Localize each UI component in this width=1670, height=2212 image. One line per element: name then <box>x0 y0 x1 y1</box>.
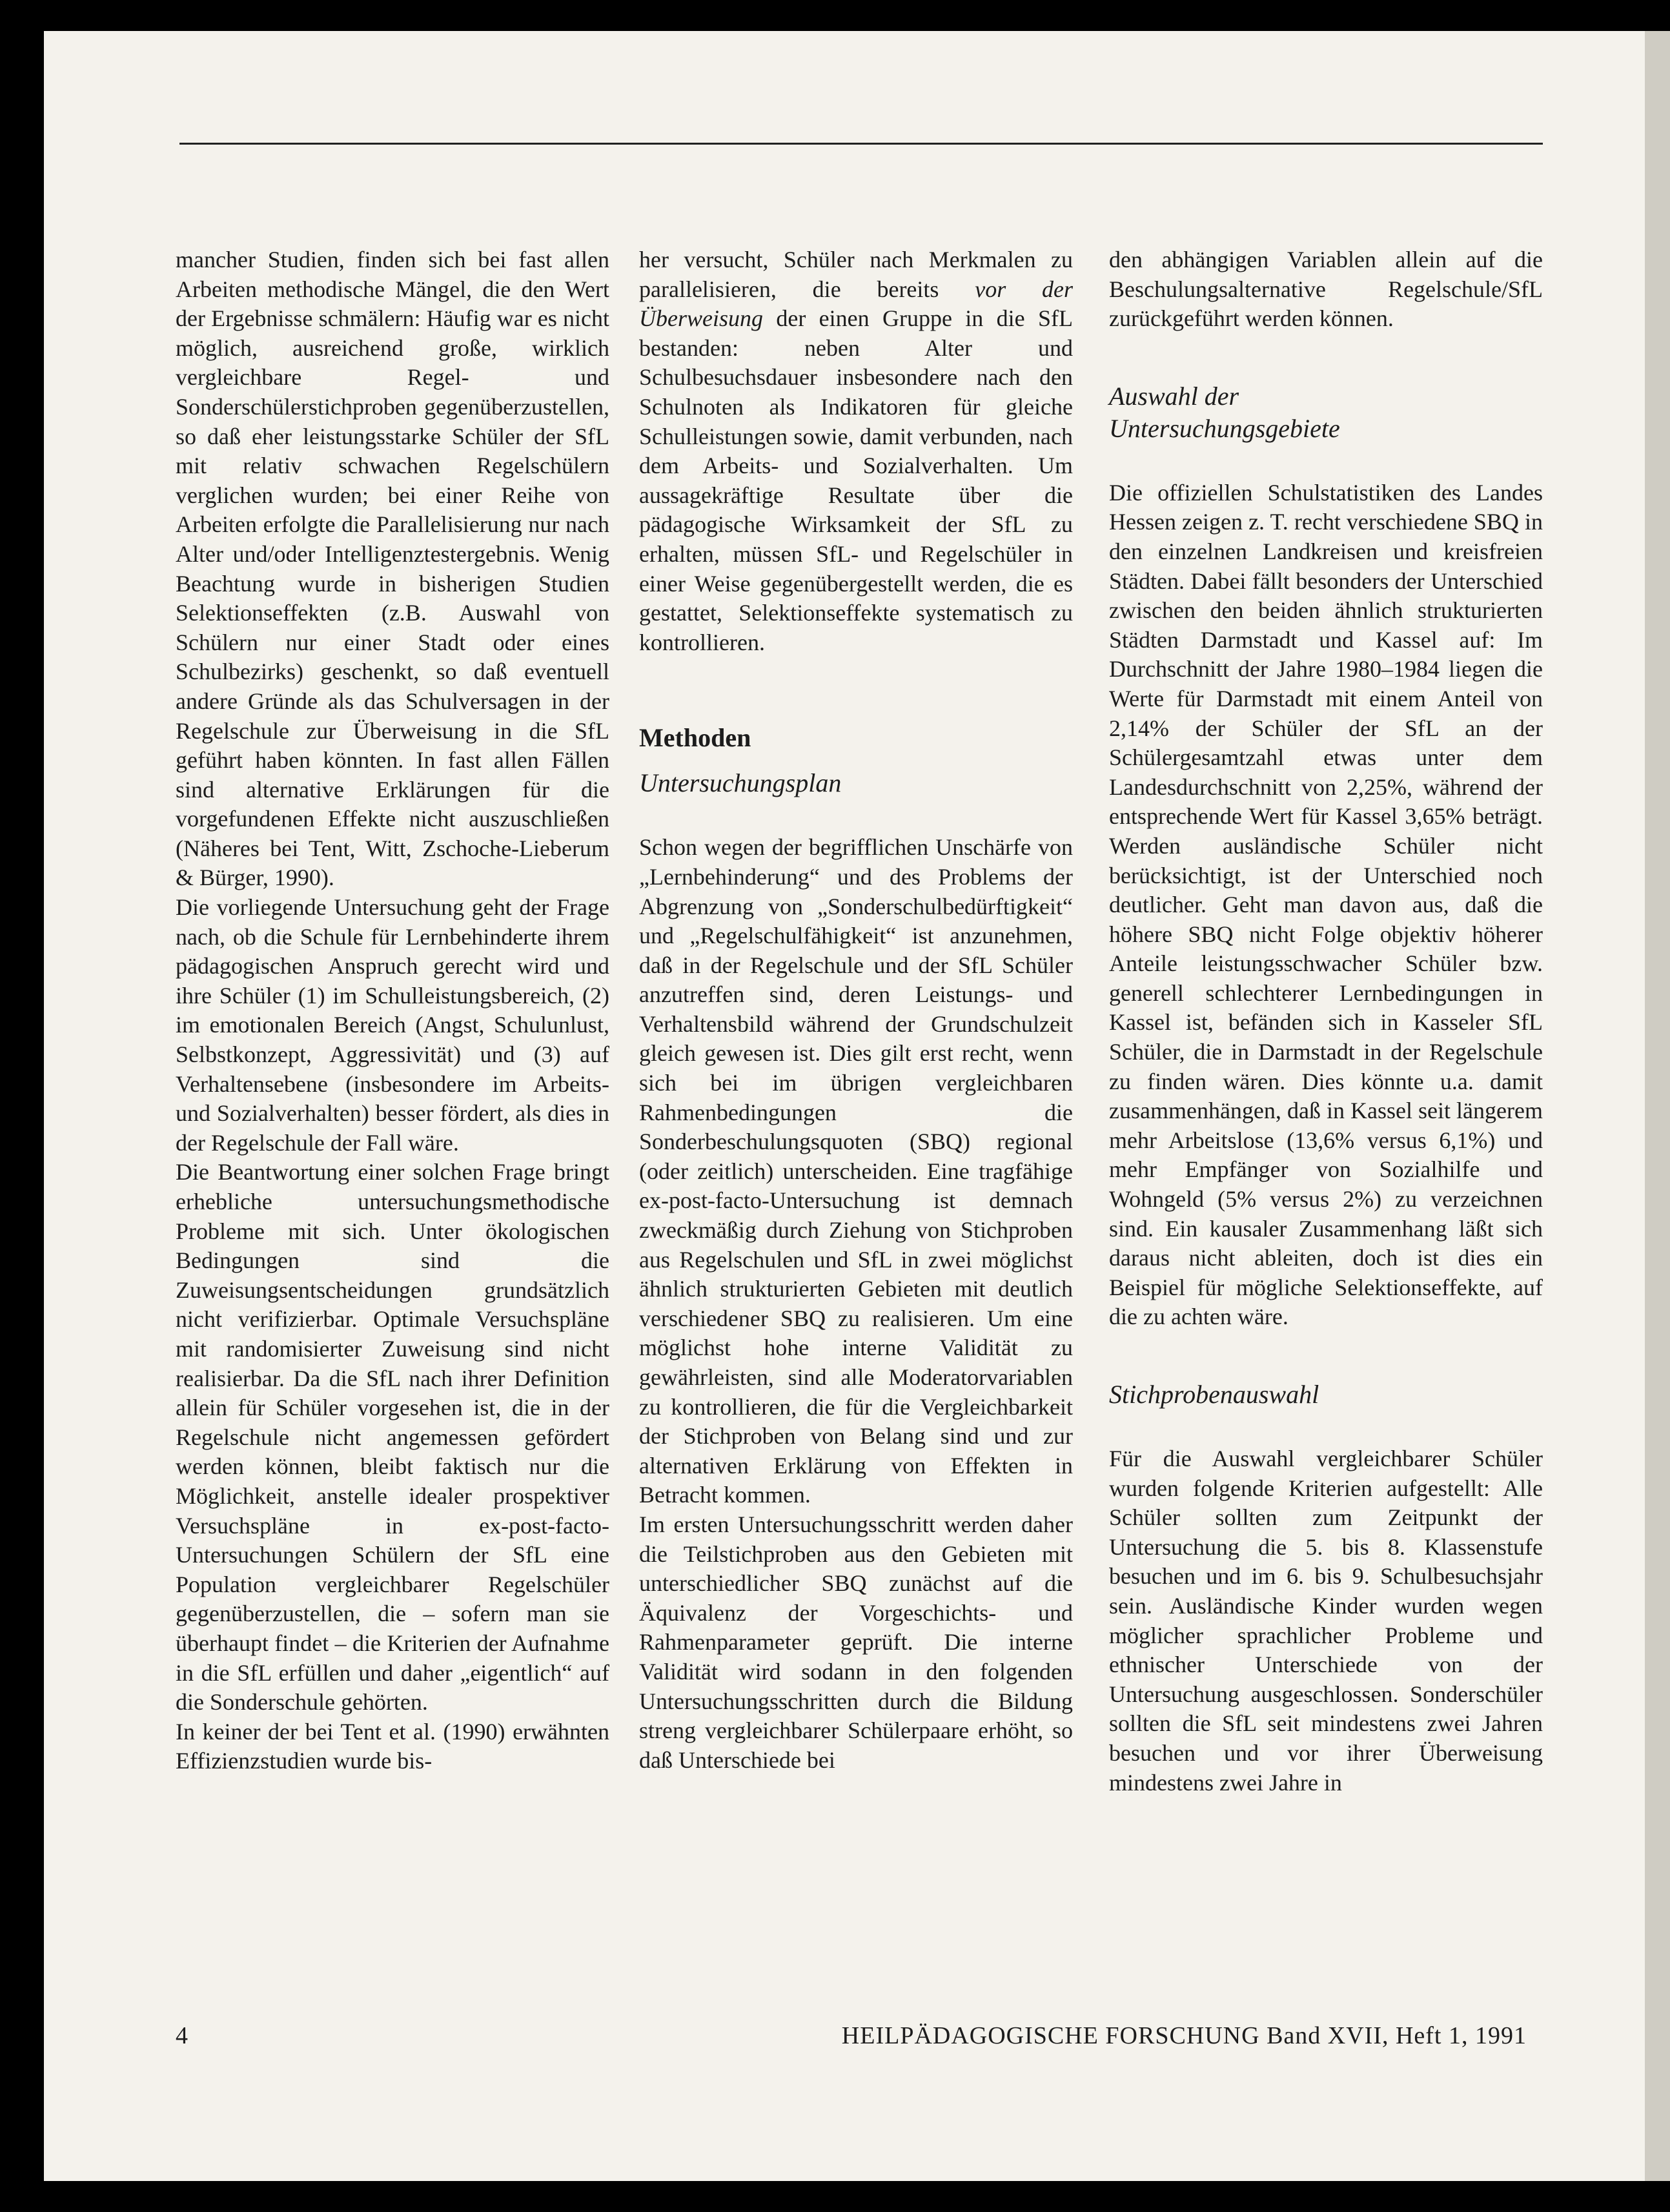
subheading-stichprobenauswahl: Stichprobenauswahl <box>1109 1380 1319 1409</box>
paragraph <box>639 245 1073 657</box>
paragraph: Die vorliegende Untersuchung geht der Frage nach, ob die Schule für Lernbehinderte ihrem pädagogischen Anspruch gerecht wird und ihre Schüler (1) im Schulleistungsbereich, (2) im emotionalen Bereich (Angst, Schulunlust, Selbstkonzept, Aggressivität) und (3) auf Verhaltensebene (insbesondere im Arbeits- und Sozialverhalten) besser fördert, als dies in der Regelschule der Fall wäre. <box>176 894 609 1156</box>
emphasis: vor der Überweisung <box>639 276 1073 332</box>
paragraph: den abhängigen Variablen allein auf die Beschulungsalternative Regelschule/SfL zurückgeführt werden können. <box>1109 247 1543 332</box>
journal-footer: HEILPÄDAGOGISCHE FORSCHUNG Band XVII, Heft 1, 1991 <box>841 2022 1527 2049</box>
paragraph: Für die Auswahl vergleichbarer Schüler wurden folgende Kriterien aufgestellt: Alle Schüler sollten zum Zeitpunkt der Untersuchung die 5. bis 8. Klassenstufe besuchen und im 6. bis 9. Schulbesuchsjahr sein. Ausländische Kinder wurden wegen möglicher sprachlicher Probleme und ethnischer Unterschiede von der Untersuchung ausgeschlossen. Sonderschüler sollten die SfL seit mindestens zwei Jahren besuchen und vor ihrer Überweisung mindestens zwei Jahre in <box>1109 1446 1543 1796</box>
text-run: der einen Gruppe in die SfL bestanden: neben Alter und Schulbesuchsdauer insbesondere nach den Schulnoten als Indikatoren für gleiche Schulleistungen sowie, damit verbunden, nach dem Arbeits- und Sozialverhalten. Um aussagekräftige Resultate über die pädagogische Wirksamkeit der SfL zu erhalten, müssen SfL- und Regelschüler in einer Weise gegenübergestellt werden, die es gestattet, Selektionseffekte systematisch zu kontrollieren. <box>639 305 1073 655</box>
paragraph: Im ersten Untersuchungsschritt werden daher die Teilstichproben aus den Gebieten mit unterschiedlicher SBQ zunächst auf die Äquivalenz der Vorgeschichts- und Rahmenparameter geprüft. Die interne Validität wird sodann in den folgenden Untersuchungsschritten durch die Bildung streng vergleichbarer Schülerpaare erhöht, so daß Unterschiede bei <box>639 1511 1073 1773</box>
subheading-line: Auswahl der <box>1109 381 1239 411</box>
column-right <box>1109 245 1543 1797</box>
header-rule <box>179 143 1543 145</box>
text-run: her versucht, Schüler nach Merkmalen zu parallelisieren, die bereits <box>639 247 1073 302</box>
paragraph: Schon wegen der begrifflichen Unschärfe von „Lernbehinderung“ und des Problems der Abgrenzung von „Sonderschulbedürftigkeit“ und „Regelschulfähigkeit“ ist anzunehmen, daß in der Regelschule und der SfL Schüler anzutreffen sind, deren Leistungs- und Verhaltensbild während der Grundschulzeit gleich gewesen ist. Dies gilt erst recht, wenn sich bei im übrigen vergleichbaren Rahmenbedingungen die Sonderbeschulungsquoten (SBQ) regional (oder zeitlich) unterscheiden. Eine tragfähige ex-post-facto-Untersuchung ist demnach zweckmäßig durch Ziehung von Stichproben aus Regelschulen und SfL in zwei möglichst ähnlich strukturierten Gebieten mit deutlich verschiedener SBQ zu realisieren. Um eine möglichst hohe interne Validität zu gewährleisten, sind alle Moderatorvariablen zu kontrollieren, die für die Vergleichbarkeit der Stichproben von Belang sind und zur alternativen Erklärung von Effekten in Betracht kommen. <box>639 834 1073 1508</box>
page-number: 4 <box>176 2022 188 2049</box>
column-left <box>176 245 609 1776</box>
subheading-auswahl-untersuchungsgebiete <box>1109 380 1543 445</box>
section-heading-methoden: Methoden <box>639 723 751 753</box>
paragraph: In keiner der bei Tent et al. (1990) erwähnten Effizienzstudien wurde bis- <box>176 1718 609 1774</box>
subheading-line: Untersuchungsgebiete <box>1109 413 1340 443</box>
paragraph: Die Beantwortung einer solchen Frage bringt erhebliche untersuchungsmethodische Probleme mit sich. Unter ökologischen Bedingungen sind die Zuweisungsentscheidungen grundsätzlich nicht verifizierbar. Optimale Versuchspläne mit randomisierter Zuweisung sind nicht realisierbar. Da die SfL nach ihrer Definition allein für Schüler vorgesehen ist, die in der Regelschule nicht angemessen gefördert werden können, bleibt faktisch nur die Möglichkeit, anstelle idealer prospektiver Versuchspläne in ex-post-facto-Untersuchungen Schülern der SfL eine Population vergleichbarer Regelschüler gegenüberzustellen, die – sofern man sie überhaupt findet – die Kriterien der Aufnahme in die SfL erfüllen und daher „eigentlich“ auf die Sonderschule gehörten. <box>176 1159 609 1715</box>
next-page-edge <box>1645 31 1670 2181</box>
column-middle <box>639 245 1073 1775</box>
paragraph: Die offiziellen Schulstatistiken des Landes Hessen zeigen z. T. recht verschiedene SBQ in den einzelnen Landkreisen und kreisfreien Städten. Dabei fällt besonders der Unterschied zwischen den beiden ähnlich strukturierten Städten Darmstadt und Kassel auf: Im Durchschnitt der Jahre 1980–1984 liegen die Werte für Darmstadt mit einem Anteil von 2,14% der Schüler der SfL an der Schülergesamtzahl etwas unter dem Landesdurchschnitt von 2,25%, während der entsprechende Wert für Kassel 3,65% beträgt. Werden ausländische Schüler nicht berücksichtigt, ist der Unterschied noch deutlicher. Geht man davon aus, daß die höhere SBQ nicht Folge objektiv höherer Anteile leistungsschwacher Schüler bzw. generell schlechterer Lernbedingungen in Kassel ist, befänden sich in Kasseler SfL Schüler, die in Darmstadt in der Regelschule zu finden wären. Dies könnte u.a. damit zusammenhängen, daß in Kassel seit längerem mehr Arbeitslose (13,6% versus 6,1%) und mehr Empfänger von Sozialhilfe und Wohngeld (5% versus 2%) zu verzeichnen sind. Ein kausaler Zusammenhang läßt sich daraus nicht ableiten, doch ist dies ein Beispiel für mögliche Selektionseffekte, auf die zu achten wäre. <box>1109 479 1543 1330</box>
paragraph: mancher Studien, finden sich bei fast allen Arbeiten methodische Mängel, die den Wert der Ergebnisse schmälern: Häufig war es nicht möglich, ausreichend große, wirklich vergleichbare Regel- und Sonderschülerstichproben gegenüberzustellen, so daß eher leistungsstarke Schüler der SfL mit relativ schwachen Regelschülern verglichen wurden; bei einer Reihe von Arbeiten erfolgte die Parallelisierung nur nach Alter und/oder Intelligenztestergebnis. Wenig Beachtung wurde in bisherigen Studien Selektionseffekten (z.B. Auswahl von Schülern nur einer Stadt oder eines Schulbezirks) geschenkt, so daß eventuell andere Gründe als das Schulversagen in der Regelschule zur Überweisung in die SfL geführt haben könnten. In fast allen Fällen sind alternative Erklärungen für die vorgefundenen Effekte nicht auszuschließen (Näheres bei Tent, Witt, Zschoche-Lieberum & Bürger, 1990). <box>176 247 609 891</box>
subheading-untersuchungsplan: Untersuchungsplan <box>639 768 842 798</box>
